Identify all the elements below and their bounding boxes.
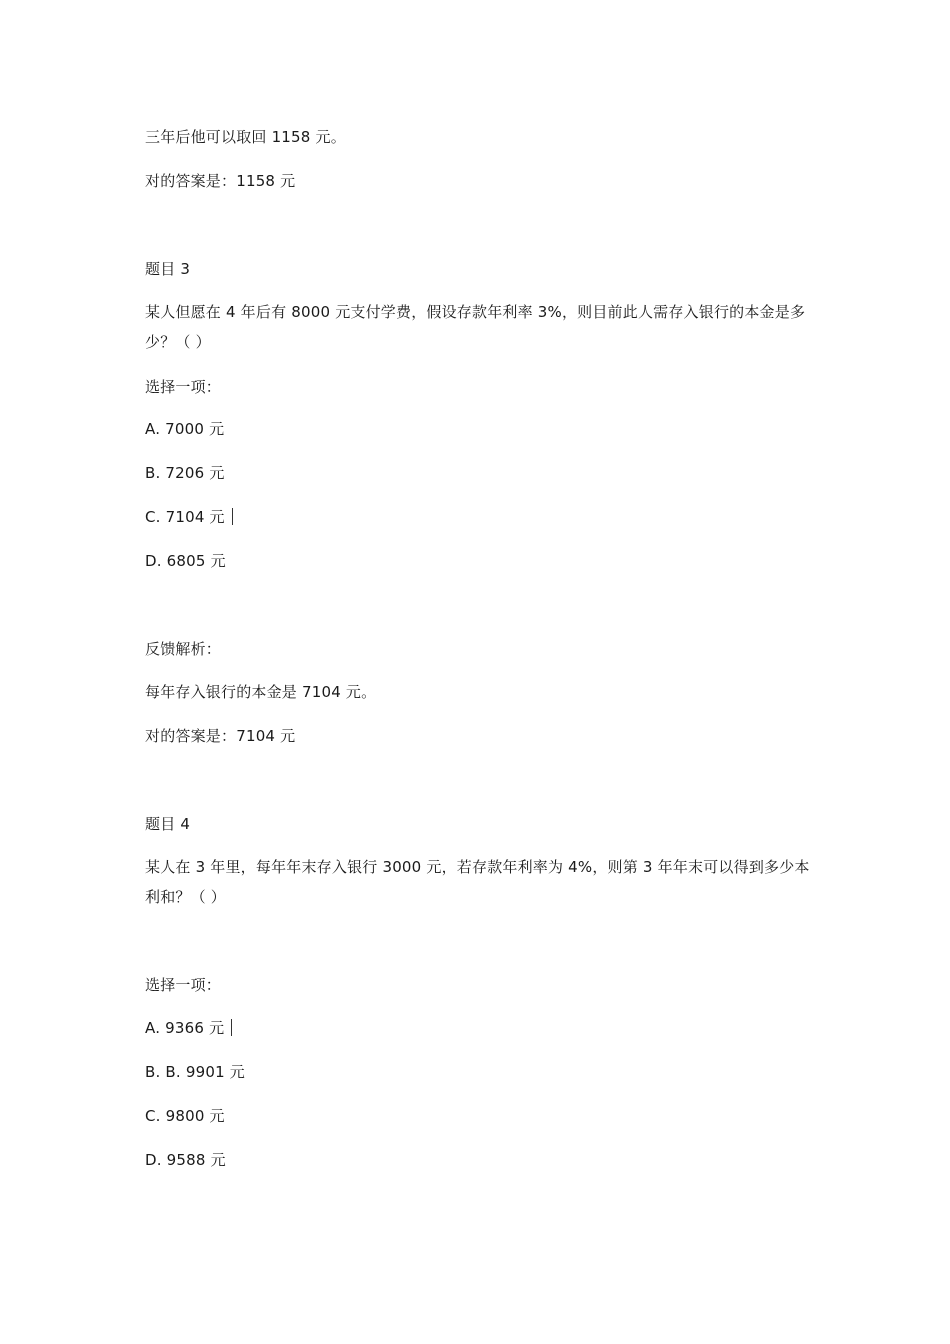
q4-option-c[interactable] xyxy=(145,1105,225,1127)
q4-choose-label: 选择一项： xyxy=(145,976,222,994)
q3-choose-label: 选择一项： xyxy=(145,378,222,396)
q3-option-a[interactable] xyxy=(145,418,224,440)
q3-correct-answer: 对的答案是：7104 元 xyxy=(145,727,296,745)
q3-explanation: 每年存入银行的本金是 7104 元。 xyxy=(145,683,377,701)
q4-option-d[interactable] xyxy=(145,1149,226,1171)
text-cursor-mark xyxy=(231,1019,232,1036)
q3-feedback-label: 反馈解析： xyxy=(145,640,222,658)
q2-explanation: 三年后他可以取回 1158 元。 xyxy=(145,128,346,146)
q4-option-c-text: C. 9800 元 xyxy=(145,1107,225,1125)
q4-option-a-text: A. 9366 元 xyxy=(145,1019,225,1037)
q4-option-b-text: B. B. 9901 元 xyxy=(145,1063,245,1081)
q3-option-b[interactable] xyxy=(145,462,225,484)
q2-correct-answer: 对的答案是：1158 元 xyxy=(145,172,296,190)
q4-title: 题目 4 xyxy=(145,815,191,833)
q3-option-c-text: C. 7104 元 xyxy=(145,508,225,526)
q3-option-d-text: D. 6805 元 xyxy=(145,552,226,570)
q4-option-d-text: D. 9588 元 xyxy=(145,1151,226,1169)
text-cursor-mark xyxy=(232,508,233,525)
q4-option-a[interactable] xyxy=(145,1017,232,1039)
q3-option-b-text: B. 7206 元 xyxy=(145,464,225,482)
q3-stem: 某人但愿在 4 年后有 8000 元支付学费，假设存款年利率 3%，则目前此人需存入银行的本金是多少？（ ） xyxy=(145,303,806,351)
q3-title: 题目 3 xyxy=(145,260,191,278)
q3-option-a-text: A. 7000 元 xyxy=(145,420,225,438)
q3-option-d[interactable] xyxy=(145,550,226,572)
q4-stem: 某人在 3 年里，每年年末存入银行 3000 元，若存款年利率为 4%，则第 3 年年末可以得到多少本利和？（ ） xyxy=(145,858,810,906)
q3-option-c[interactable] xyxy=(145,506,233,528)
q4-option-b[interactable] xyxy=(145,1061,245,1083)
